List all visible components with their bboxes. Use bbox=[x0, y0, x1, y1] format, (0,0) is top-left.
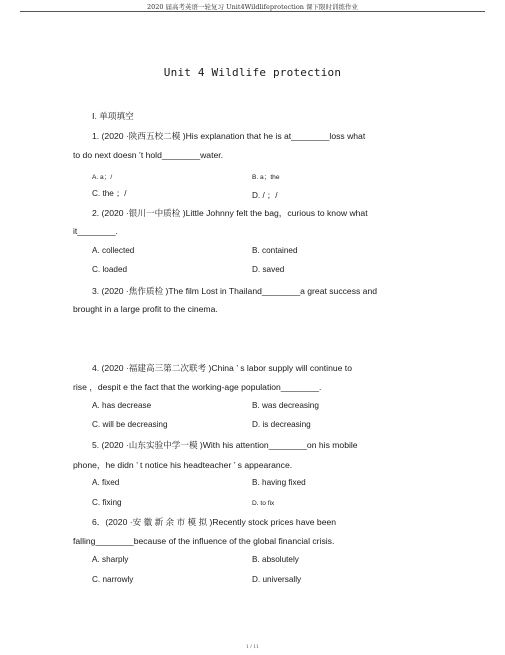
question-2-option-c: C. loaded bbox=[92, 265, 128, 274]
question-5-option-a: A. fixed bbox=[92, 478, 120, 487]
question-4-line-2: rise ，despit e the fact that the working-age population________. bbox=[73, 382, 322, 392]
question-6-option-c: C. narrowly bbox=[92, 575, 134, 584]
question-4-line-1: 4. (2020 ·福建高三第二次联考 )China ’ s labor supply will continue to bbox=[92, 363, 352, 373]
question-5-line-1: 5. (2020 ·山东实验中学一模 )With his attention________on his mobile bbox=[92, 440, 358, 450]
question-1-option-d: D. / ；/ bbox=[252, 191, 278, 200]
page-title: Unit 4 Wildlife protection bbox=[163, 66, 342, 79]
question-4-option-c: C. will be decreasing bbox=[92, 420, 168, 429]
question-2-option-a: A. collected bbox=[92, 246, 135, 255]
question-2-option-b: B. contained bbox=[252, 246, 298, 255]
question-5-option-b: B. having fixed bbox=[252, 478, 306, 487]
question-1-option-a: A. a；/ bbox=[92, 174, 113, 181]
question-4-option-a: A. has decrease bbox=[92, 401, 152, 410]
question-2-line-1: 2. (2020 ·银川一中质检 )Little Johnny felt the bag，curious to know what bbox=[92, 208, 368, 218]
question-3-line-1: 3. (2020 ·焦作质检 )The film Lost in Thailand________a great success and bbox=[92, 286, 378, 296]
question-4-option-b: B. was decreasing bbox=[252, 401, 319, 410]
question-1-option-b: B. a；the bbox=[252, 174, 280, 181]
question-4-option-d: D. is decreasing bbox=[252, 420, 311, 429]
question-6-option-a: A. sharply bbox=[92, 555, 129, 564]
question-1-line-2: to do next doesn ’t hold________water. bbox=[73, 150, 224, 160]
page-number: 1 / 11 bbox=[246, 645, 259, 650]
question-1-option-c: C. the ；/ bbox=[92, 189, 127, 198]
page-header: 2020 届高考英语一轮复习 Unit4Wildlifeprotection 课下限时训练作业 bbox=[146, 3, 359, 11]
question-5-option-c: C. fixing bbox=[92, 498, 122, 507]
question-2-option-d: D. saved bbox=[252, 265, 285, 274]
question-6-line-1: 6．(2020 ·安 徽 新 余 市 模 拟 )Recently stock prices have been bbox=[92, 517, 337, 527]
question-2-line-2: it________. bbox=[73, 226, 118, 236]
question-3-line-2: brought in a large profit to the cinema. bbox=[73, 304, 218, 314]
section-heading: Ⅰ. 单项填空 bbox=[92, 111, 134, 121]
question-6-option-d: D. universally bbox=[252, 575, 302, 584]
question-5-option-d: D. to fix bbox=[252, 500, 275, 507]
question-6-option-b: B. absolutely bbox=[252, 555, 299, 564]
question-6-line-2: falling________because of the influence of the global financial crisis. bbox=[73, 536, 335, 546]
question-5-line-2: phone，he didn ’ t notice his headteacher ’ s appearance. bbox=[73, 460, 293, 470]
question-1-line-1: 1. (2020 ·陕西五校二模 )His explanation that he is at________loss what bbox=[92, 131, 366, 141]
header-rule bbox=[20, 11, 485, 12]
